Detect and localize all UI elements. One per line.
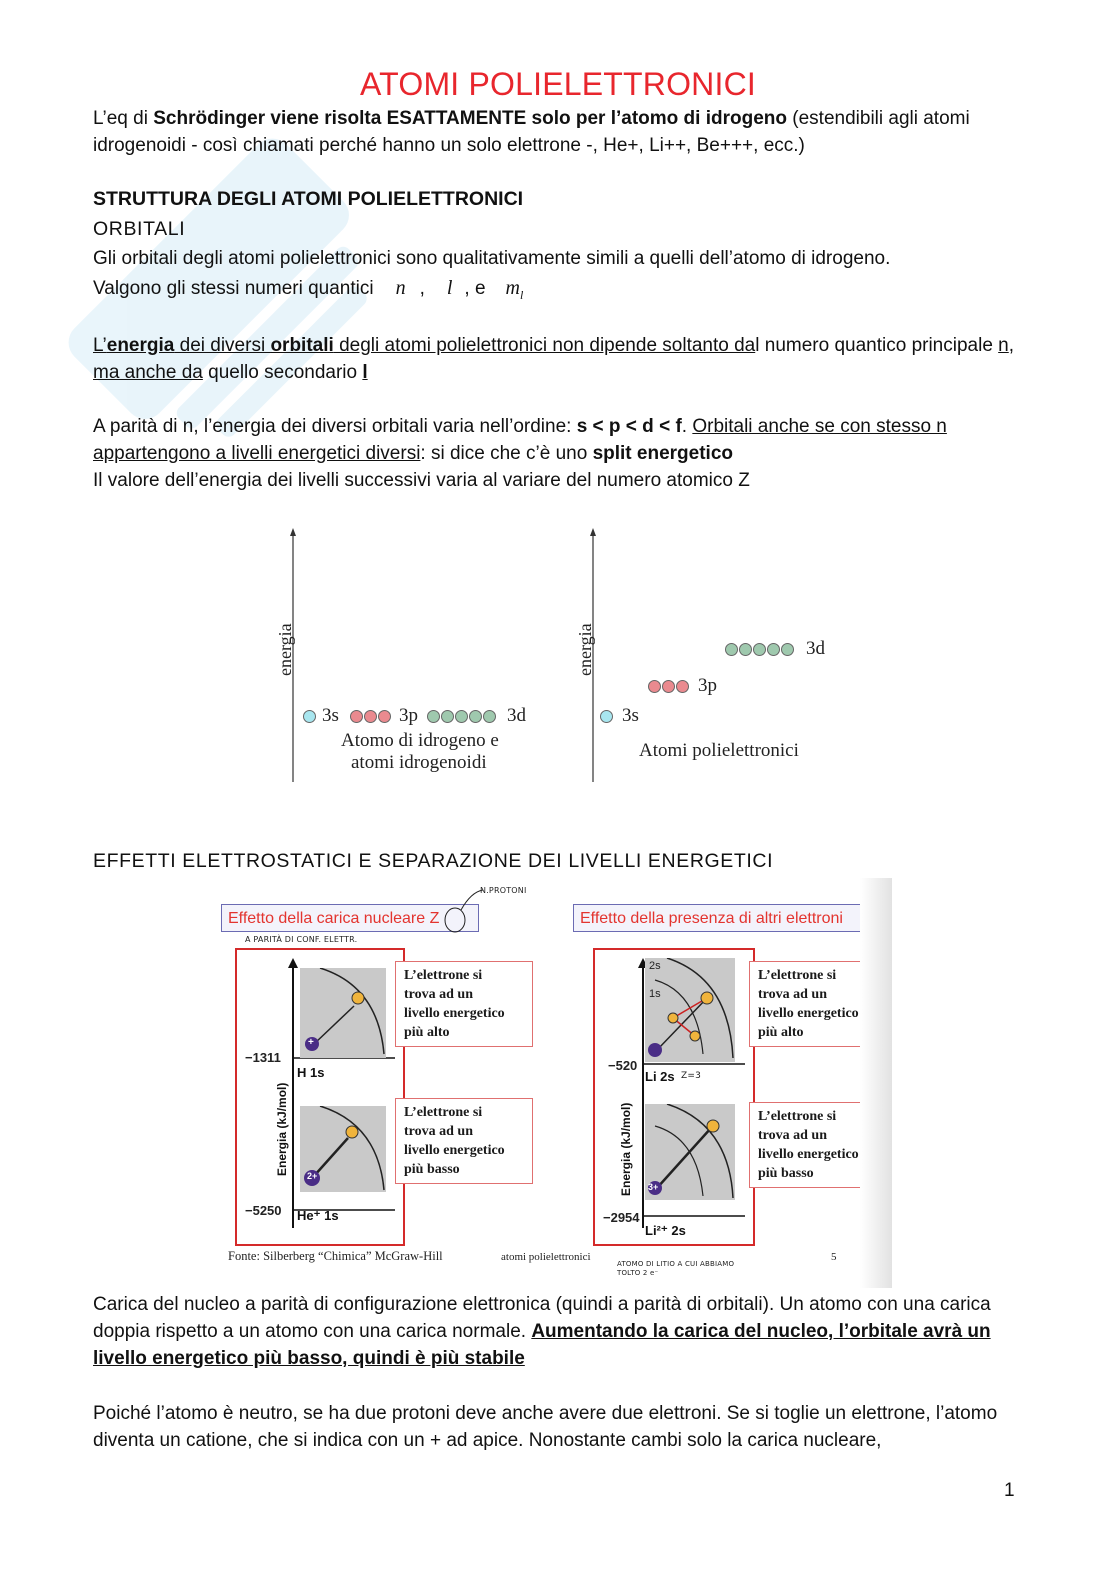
he-1s-label: He⁺ 1s xyxy=(297,1208,339,1223)
caption-polyelectronic: Atomi polielettronici xyxy=(639,740,799,761)
label-3p-poly: 3p xyxy=(698,675,717,696)
orbital-3d-poly-4 xyxy=(767,643,780,656)
energy-text-7: n xyxy=(998,335,1009,356)
label-3s-poly: 3s xyxy=(622,705,639,726)
callout-line: più alto xyxy=(404,1025,450,1040)
label-3p-h: 3p xyxy=(399,705,418,726)
callout-line: trova ad un xyxy=(404,987,473,1002)
callout-high-left xyxy=(395,961,533,1047)
callout-line: livello energetico xyxy=(404,1006,505,1021)
li-atom-sketch xyxy=(645,958,735,1062)
page-number: 1 xyxy=(1004,1480,1015,1501)
right-axis-arrow xyxy=(590,528,596,536)
right-top-panel xyxy=(645,958,735,1062)
figure-scan-shadow xyxy=(860,878,892,1288)
nucleus-conclusion: Aumentando la carica del nucleo, l’orbitale avrà un livello energetico più basso, quindi è più stabile xyxy=(93,1321,991,1369)
li-2s-label: Li 2s xyxy=(645,1069,675,1084)
callout-line: più basso xyxy=(404,1162,460,1177)
right-tick-bottom: −2954 xyxy=(603,1210,640,1225)
orbitals-paragraph: Gli orbitali degli atomi polielettronici sono qualitativamente simili a quelli dell’atomo di idrogeno. xyxy=(93,248,891,269)
page-title: ATOMI POLIELETTRONICI xyxy=(360,66,756,102)
parity-text-1: A parità di n, l’energia dei diversi orbitali varia nell’ordine: xyxy=(93,416,577,437)
label-3d-h: 3d xyxy=(507,705,526,726)
energy-text-3: dei diversi xyxy=(174,335,271,356)
orbital-3d-h-1 xyxy=(427,710,440,723)
li2plus-nucleus-sign: 3+ xyxy=(648,1182,659,1192)
parity-text-5: : si dice che c’è uno xyxy=(420,443,593,464)
orbital-3p-h-2 xyxy=(364,710,377,723)
orbital-3p-h-3 xyxy=(378,710,391,723)
orbital-3p-h-1 xyxy=(350,710,363,723)
caption-hydrogen-2: atomi idrogenoidi xyxy=(351,752,487,773)
quantum-ml-subscript: l xyxy=(520,287,524,302)
caption-hydrogen-1: Atomo di idrogeno e xyxy=(341,730,499,751)
energy-text-9: ma anche da xyxy=(93,362,203,383)
energy-paragraph xyxy=(93,332,1033,386)
energy-text-11: l xyxy=(362,362,368,383)
orbital-3d-h-4 xyxy=(469,710,482,723)
comma-2: , e xyxy=(464,278,486,299)
neutral-atom-paragraph: Poiché l’atomo è neutro, se ha due protoni deve anche avere due elettroni. Se si toglie un elettrone, l’atomo diventa un catione, che si indica con un + ad apice. Nonostante cambi solo la carica nucleare, xyxy=(93,1403,998,1451)
section-subheading-orbitals: ORBITALI xyxy=(93,218,186,240)
energy-text-2: energia xyxy=(106,335,175,356)
energy-text-1: L’ xyxy=(93,335,107,356)
right-energy-axis-label: Energia (kJ/mol) xyxy=(619,1102,633,1196)
callout-line: più alto xyxy=(758,1025,804,1040)
callout-line: trova ad un xyxy=(758,987,827,1002)
callout-line: L’elettrone si xyxy=(404,1105,483,1120)
energy-text-6: l numero quantico principale xyxy=(755,335,999,356)
callout-line: L’elettrone si xyxy=(404,968,483,983)
li2plus-atom-sketch xyxy=(645,1104,735,1200)
callout-line: trova ad un xyxy=(758,1128,827,1143)
li2plus-2s-label: Li²⁺ 2s xyxy=(645,1223,686,1238)
quantum-l: l xyxy=(446,277,453,299)
callout-low-left xyxy=(395,1098,533,1184)
energy-level-diagram xyxy=(255,520,835,790)
comma-1: , xyxy=(419,278,425,299)
section-heading-structure: STRUTTURA DEGLI ATOMI POLIELETTRONICI xyxy=(93,188,524,210)
intro-text-1: L’eq di xyxy=(93,108,154,129)
intro-text-3: (estendibili agli atomi idrogenoidi - così chiamati perché hanno un solo elettrone -, He+, Li++, Be+++, ecc.) xyxy=(93,108,970,156)
energy-text-8: , xyxy=(1008,335,1015,356)
parity-paragraph xyxy=(93,413,1033,467)
orbital-3d-h-2 xyxy=(441,710,454,723)
quantum-numbers-line xyxy=(93,275,1033,309)
right-tick-top: −520 xyxy=(608,1058,638,1073)
right-axis-label: energia xyxy=(575,623,595,676)
he-nucleus-sign: 2+ xyxy=(307,1171,318,1181)
h-1s-label: H 1s xyxy=(297,1065,325,1080)
label-3d-poly: 3d xyxy=(806,638,825,659)
h-nucleus-sign: + xyxy=(308,1037,314,1048)
electrostatic-effects-figure xyxy=(215,878,891,1288)
left-axis-arrow xyxy=(290,528,296,536)
parity-underlined: Orbitali anche se con stesso n appartengono a livelli energetici diversi xyxy=(93,416,947,464)
energy-text-10: quello secondario xyxy=(202,362,363,383)
left-tick-bottom: −5250 xyxy=(245,1203,282,1218)
split-energetico: split energetico xyxy=(592,443,733,464)
callout-line: L’elettrone si xyxy=(758,1109,837,1124)
quantum-n: n xyxy=(395,277,406,299)
handwritten-parity-note: A PARITÀ DI CONF. ELETTR. xyxy=(245,935,358,944)
orbital-3d-h-5 xyxy=(483,710,496,723)
quantum-ml: m xyxy=(505,277,520,299)
energy-text-5: degli atomi polielettronici non dipende soltanto da xyxy=(333,335,756,356)
orbital-3s-poly xyxy=(600,710,613,723)
quantum-numbers-text: Valgono gli stessi numeri quantici xyxy=(93,278,374,299)
figure-slide-number: 5 xyxy=(831,1251,837,1263)
li-1s-shell-label: 1s xyxy=(649,988,661,1000)
handwritten-lithium-note: ATOMO DI LITIO A CUI ABBIAMO TOLTO 2 e⁻ xyxy=(617,1260,735,1277)
left-tick-top: −1311 xyxy=(245,1050,281,1065)
nucleus-text: Carica del nucleo a parità di configurazione elettronica (quindi a parità di orbitali). Un atomo con una carica doppia rispetto a un atomo con una carica normale. xyxy=(93,1294,991,1342)
left-figure-title: Effetto della carica nucleare Z xyxy=(221,904,479,932)
callout-line: livello energetico xyxy=(758,1006,859,1021)
callout-line: livello energetico xyxy=(404,1143,505,1158)
left-energy-axis-label: Energia (kJ/mol) xyxy=(275,1082,289,1176)
orbital-3d-poly-1 xyxy=(725,643,738,656)
handwritten-protons-note: N.PROTONI xyxy=(480,886,527,895)
orbital-3p-poly-1 xyxy=(648,680,661,693)
label-3s-h: 3s xyxy=(322,705,339,726)
orbital-3d-poly-2 xyxy=(739,643,752,656)
orbital-3d-poly-3 xyxy=(753,643,766,656)
nucleus-charge-paragraph xyxy=(93,1291,1013,1372)
z-paragraph: Il valore dell’energia dei livelli successivi varia al variare del numero atomico Z xyxy=(93,470,750,491)
orbital-3d-h-3 xyxy=(455,710,468,723)
left-axis-label: energia xyxy=(275,623,295,676)
parity-order: s < p < d < f xyxy=(576,416,682,437)
orbital-3d-poly-5 xyxy=(781,643,794,656)
callout-line: L’elettrone si xyxy=(758,968,837,983)
li-2s-shell-label: 2s xyxy=(649,960,661,972)
right-bottom-panel xyxy=(645,1104,735,1200)
right-figure-title: Effetto della presenza di altri elettroni xyxy=(573,904,885,932)
orbital-3s-h xyxy=(303,710,316,723)
parity-text-3: . xyxy=(681,416,693,437)
intro-bold: Schrödinger viene risolta ESATTAMENTE solo per l’atomo di idrogeno xyxy=(153,108,787,129)
callout-line: trova ad un xyxy=(404,1124,473,1139)
energy-text-4: orbitali xyxy=(270,335,334,356)
intro-paragraph xyxy=(93,105,1033,159)
figure-footer-title: atomi polielettronici xyxy=(501,1251,591,1263)
handwritten-z3: Z=3 xyxy=(681,1071,702,1081)
callout-line: più basso xyxy=(758,1166,814,1181)
callout-line: livello energetico xyxy=(758,1147,859,1162)
orbital-3p-poly-3 xyxy=(676,680,689,693)
section-heading-electrostatic: EFFETTI ELETTROSTATICI E SEPARAZIONE DEI LIVELLI ENERGETICI xyxy=(93,850,774,872)
figure-source: Fonte: Silberberg “Chimica” McGraw-Hill xyxy=(228,1249,443,1263)
orbital-3p-poly-2 xyxy=(662,680,675,693)
